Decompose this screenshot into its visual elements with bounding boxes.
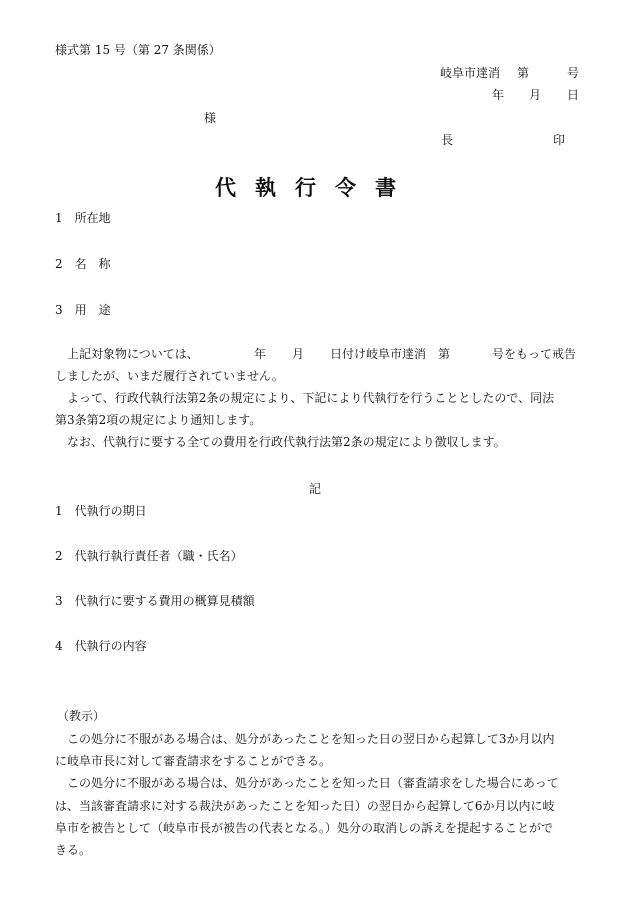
body-p1-line1-year: 年 — [254, 347, 267, 361]
body-p3-line1: なお、代執行に要する全ての費用を行政代執行法第2条の規定により徴収します。 — [67, 435, 506, 449]
body-p2-line2: 第3条第2項の規定により通知します。 — [55, 413, 262, 427]
item-usage: 3 用 途 — [55, 303, 111, 317]
body-p1-line1-a: 上記対象物については、 — [67, 347, 199, 361]
body-p1-line2: しましたが、いまだ履行されていません。 — [55, 369, 284, 383]
reference-prefix: 岐阜市達消 — [440, 66, 501, 80]
body-p1-line1-rest: 日付け岐阜市達消 第 — [330, 347, 451, 361]
ki-label: 記 — [309, 482, 322, 496]
reference-go: 号 — [567, 66, 580, 80]
date-year: 年 — [492, 88, 505, 102]
date-day: 日 — [567, 88, 580, 102]
instruction-p1-line1: この処分に不服がある場合は、処分があったことを知った日の翌日から起算して3か月以内 — [67, 732, 555, 746]
item-name: 2 名 称 — [55, 257, 111, 271]
body-p1-line1-end: 号をもって戒告 — [492, 347, 577, 361]
body-p2-line1: よって、行政代執行法第2条の規定により、下記により代執行を行うこととしたので、同法 — [67, 391, 555, 405]
document-title: 代執行令書 — [215, 176, 415, 200]
instruction-p2-line2: は、当該審査請求に対する裁決があったことを知った日）の翌日から起算して6か月以内に岐 — [55, 799, 555, 813]
instruction-p2-line1: この処分に不服がある場合は、処分があったことを知った日（審査請求をした場合にあって — [67, 776, 559, 790]
form-number: 様式第 15 号（第 27 条関係） — [55, 43, 221, 57]
issuer-title: 長 — [441, 133, 454, 147]
date-month: 月 — [529, 88, 542, 102]
instruction-p1-line2: に岐阜市長に対して審査請求をすることができる。 — [55, 754, 332, 768]
instruction-p2-line3: 阜市を被告として（岐阜市長が被告の代表となる。）処分の取消しの訴えを提起することがで — [55, 821, 554, 835]
body-p1-line1-month: 月 — [292, 347, 305, 361]
exec-item-cost: 3 代執行に要する費用の概算見積額 — [55, 594, 255, 608]
instruction-heading: （教示） — [57, 709, 106, 723]
exec-item-responsible: 2 代執行執行責任者（職・氏名） — [55, 549, 243, 563]
instruction-p2-line4: きる。 — [55, 843, 92, 857]
reference-dai: 第 — [517, 66, 530, 80]
exec-item-date: 1 代執行の期日 — [55, 504, 147, 518]
seal-mark: 印 — [553, 133, 566, 147]
exec-item-content: 4 代執行の内容 — [55, 639, 147, 653]
item-location: 1 所在地 — [55, 211, 111, 225]
addressee-honorific: 様 — [204, 111, 217, 125]
